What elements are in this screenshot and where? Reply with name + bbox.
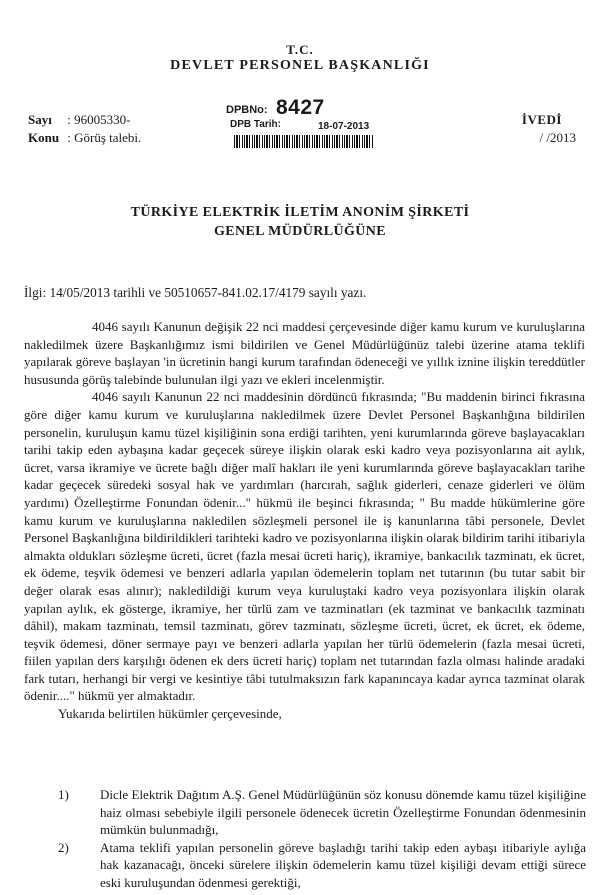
sayi-label: Sayı xyxy=(28,112,52,127)
barcode-icon xyxy=(234,135,374,148)
dpb-tarih-label: DPB Tarih: xyxy=(230,119,281,130)
recipient-line-1: TÜRKİYE ELEKTRİK İLETİM ANONİM ŞİRKETİ xyxy=(130,205,470,220)
document-date: / /2013 xyxy=(539,130,576,145)
konu-line xyxy=(28,130,141,146)
recipient-line-2: GENEL MÜDÜRLÜĞÜNE xyxy=(213,224,387,239)
document-body xyxy=(24,318,585,723)
dpb-tarih-value: 18-07-2013 xyxy=(318,121,370,132)
konu-label: Konu xyxy=(28,130,60,145)
list-item-text: Atama teklifi yapılan personelin göreve başladığı tarihi takip eden aybaşı itibariyle aylığa hak kazanacağı, önceki sürelere ilişkin ödemelerin kamu tüzel kişiliği devam ettiği sürece eski kuruluşundan ödenmesi gerektiği, xyxy=(100,839,586,890)
konu-value: : Görüş talebi. xyxy=(67,130,142,145)
priority-label: İVEDİ xyxy=(521,112,562,127)
dpbno-label: DPBNo: xyxy=(226,104,268,116)
header-tc: T.C. xyxy=(286,42,314,57)
paragraph-1: 4046 sayılı Kanunun değişik 22 nci maddesi çerçevesinde diğer kamu kurum ve kuruluşlarına nakledilmek üzere Başkanlığımız ismi bildirilen ve Genel Müdürlüğünüz talebi üzerine atama teklifi yapılarak göreve başlayan 'in ücretinin hangi kurum tarafından ödeneceği ve yıllık iznine ilişkin tereddütler hususunda görüş talebinde bulunulan ilgi yazı ve ekleri incelenmiştir. xyxy=(24,319,585,387)
paragraph-2: 4046 sayılı Kanunun 22 nci maddesinin dördüncü fıkrasında; "Bu maddenin birinci fıkrasına göre diğer kamu kurum ve kuruluşlarına nakledilmek üzere Devlet Personel Başkanlığına bildirilen personelin, kuruluşun kamu tüzel kişiliğinin sona erdiği tarihten, yeni kurumlarında göreve başlayacakları tarihi takip eden aybaşına kadar geçecek süreye ilişkin olarak eski kadro veya pozisyonlarına ait aylık, ücret, varsa ikramiye ve ücrete bağlı diğer malî hakları ile yeni kurumlarında göreve başlayacakları tarihe kadar geçecek süredeki sosyal hak ve yardımları (harcırah, sağlık giderleri, cenaze giderleri ve ölüm yardımı) Özelleştirme Fonundan ödenir..." hükmü ile beşinci fıkrasında; " Bu madde hükümlerine göre kamu kurum ve kuruluşlarına nakledilen sözleşmeli personel ile iş kanunlarına tâbi personele, Devlet Personel Başkanlığına bildirildikleri tarihteki kadro ve pozisyonlarına ilişkin olarak bildirim tarihi itibariyla almakta oldukları sözleşme ücreti, ücret (fazla mesai ücreti hariç), ikramiye, bankacılık tazminatı, ek ücret, ek ödeme, teşvik ödemesi ve benzeri adlarla yapılan ödemelerin toplam net tutarının (bu tutar sabit bir değer olarak esas alınır); nakledildiği kurum veya kuruluştaki kadro veya pozisyonlara ilişkin olarak yapılan aylık, ek gösterge, ikramiye, her türlü zam ve tazminatları (ek tazminat ve bankacılık tazminatı dâhil), makam tazminatı, temsil tazminatı, görev tazminatı, sözleşme ücreti, ücret, ek ücret, ek ödeme, teşvik ödemesi, döner sermaye payı ve benzeri adlarla yapılan her türlü ödemelerin (fazla mesai ücreti, fiilen yapılan ders karşılığı ödenen ek ders ücreti hariç) toplam net tutarından fazla olması halinde aradaki fark tutarı, herhangi bir vergi ve kesintiye tâbi tutulmaksızın fark kapanıncaya kadar ayrıca tazminat olarak ödenir...." hükmü yer almaktadır. xyxy=(24,389,585,704)
list-item-text: Dicle Elektrik Dağıtım A.Ş. Genel Müdürlüğünün söz konusu dönemde kamu tüzel kişiliğine haiz olması sebebiyle ilgili personele ödenecek ücretin Özelleştirme Fonundan ödenmesinin mümkün bulunmadığı, xyxy=(100,787,586,838)
list-item-number: 1) xyxy=(58,787,69,802)
numbered-list xyxy=(58,786,586,892)
dpbno-value: 8427 xyxy=(276,96,325,119)
dpb-stamp xyxy=(226,98,386,158)
paragraph-3: Yukarıda belirtilen hükümler çerçevesinde, xyxy=(58,706,282,722)
sayi-value: : 96005330- xyxy=(67,112,131,127)
ilgi-line: İlgi: 14/05/2013 tarihli ve 50510657-841.02.17/4179 sayılı yazı. xyxy=(24,285,367,300)
list-item-number: 2) xyxy=(58,839,69,855)
list-item xyxy=(58,786,586,839)
list-item xyxy=(58,839,586,892)
header-organization: DEVLET PERSONEL BAŞKANLIĞI xyxy=(170,58,430,73)
sayi-line xyxy=(28,112,130,128)
